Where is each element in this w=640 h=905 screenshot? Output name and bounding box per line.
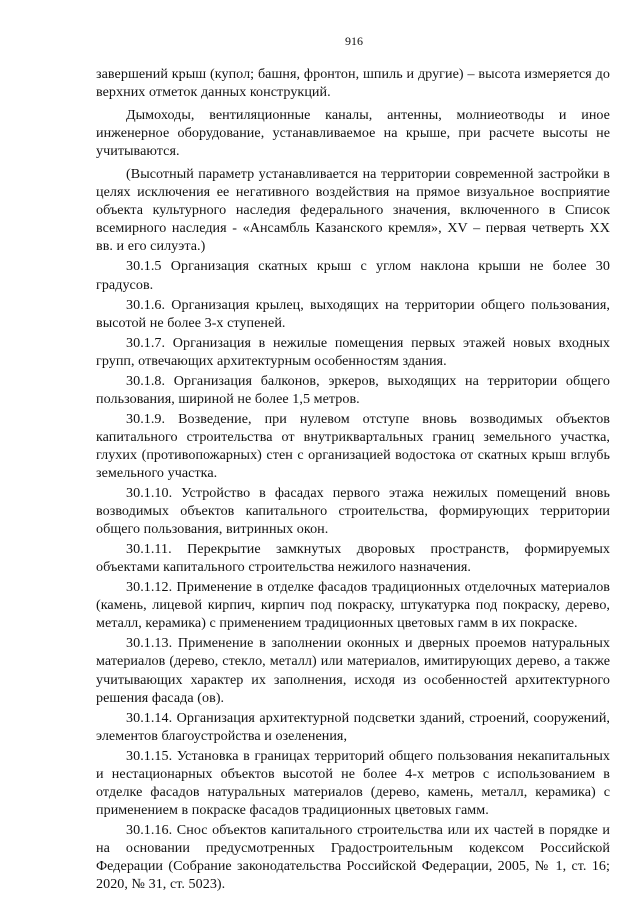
clause-30-1-11: 30.1.11. Перекрытие замкнутых дворовых пространств, формируемых объектами капитального строительства нежилого назначения. — [96, 541, 610, 576]
clause-30-1-13: 30.1.13. Применение в заполнении оконных и дверных проемов натуральных материалов (дерево, стекло, металл) или материалов, имитирующих дерево, а также учитывающих характер их заполнения, исходя из особенностей архитектурного решения фасада (ов). — [96, 635, 610, 706]
clause-30-1-10: 30.1.10. Устройство в фасадах первого этажа нежилых помещений вновь возводимых объектов капитального строительства, формирующих территории общего пользования, витринных окон. — [96, 485, 610, 538]
clause-30-1-12: 30.1.12. Применение в отделке фасадов традиционных отделочных материалов (камень, лицевой кирпич, кирпич под покраску, штукатурка под покраску, дерево, металл, керамика) с применением традиционных цветовых гамм в их покраске. — [96, 579, 610, 632]
clause-30-1-16: 30.1.16. Снос объектов капитального строительства или их частей в порядке и на основании предусмотренных Градостроительным кодексом Российской Федерации (Собрание законодательства Российской Федерации, 2005, № 1, ст. 16; 2020, № 31, ст. 5023). — [96, 821, 610, 893]
clause-30-1-7: 30.1.7. Организация в нежилые помещения первых этажей новых входных групп, отвечающих архитектурным особенностям здания. — [96, 334, 610, 369]
clause-30-1-5: 30.1.5 Организация скатных крыш с углом наклона крыши не более 30 градусов. — [96, 258, 610, 293]
clause-30-1-8: 30.1.8. Организация балконов, эркеров, выходящих на территории общего пользования, шириной не более 1,5 метров. — [96, 372, 610, 407]
clause-30-1-15: 30.1.15. Установка в границах территорий общего пользования некапитальных и нестационарных объектов высотой не более 4-х метров с использованием в отделке фасадов натуральных материалов (дерево, камень, металл, керамика) с применением в покраске фасадов традиционных цветовых гамм. — [96, 747, 610, 818]
clause-30-1-14: 30.1.14. Организация архитектурной подсветки зданий, строений, сооружений, элементов благоустройства и озеленения, — [96, 709, 610, 744]
paragraph-height-note: (Высотный параметр устанавливается на территории современной застройки в целях исключения ее негативного воздействия на прямое визуальное восприятие объекта культурного наследия федерального значения, включенного в Список всемирного наследия - «Ансамбль Казанского кремля», XV – первая четверть XX вв. и его силуэта.) — [96, 166, 610, 255]
page-number: 916 — [345, 34, 363, 48]
clause-30-1-9: 30.1.9. Возведение, при нулевом отступе вновь возводимых объектов капитального строительства от внутриквартальных границ земельного участка, глухих (противопожарных) стен с организацией водостока от скатных крыш вглубь земельного участка. — [96, 410, 610, 481]
clause-30-1-6: 30.1.6. Организация крылец, выходящих на территории общего пользования, высотой не более 3-х ступеней. — [96, 296, 610, 331]
paragraph-chimneys: Дымоходы, вентиляционные каналы, антенны, молниеотводы и иное инженерное оборудование, устанавливаемое на крыше, при расчете высоты не учитываются. — [96, 107, 610, 160]
paragraph-continuation: завершений крыш (купол; башня, фронтон, шпиль и другие) – высота измеряется до верхних отметок данных конструкций. — [96, 66, 610, 101]
